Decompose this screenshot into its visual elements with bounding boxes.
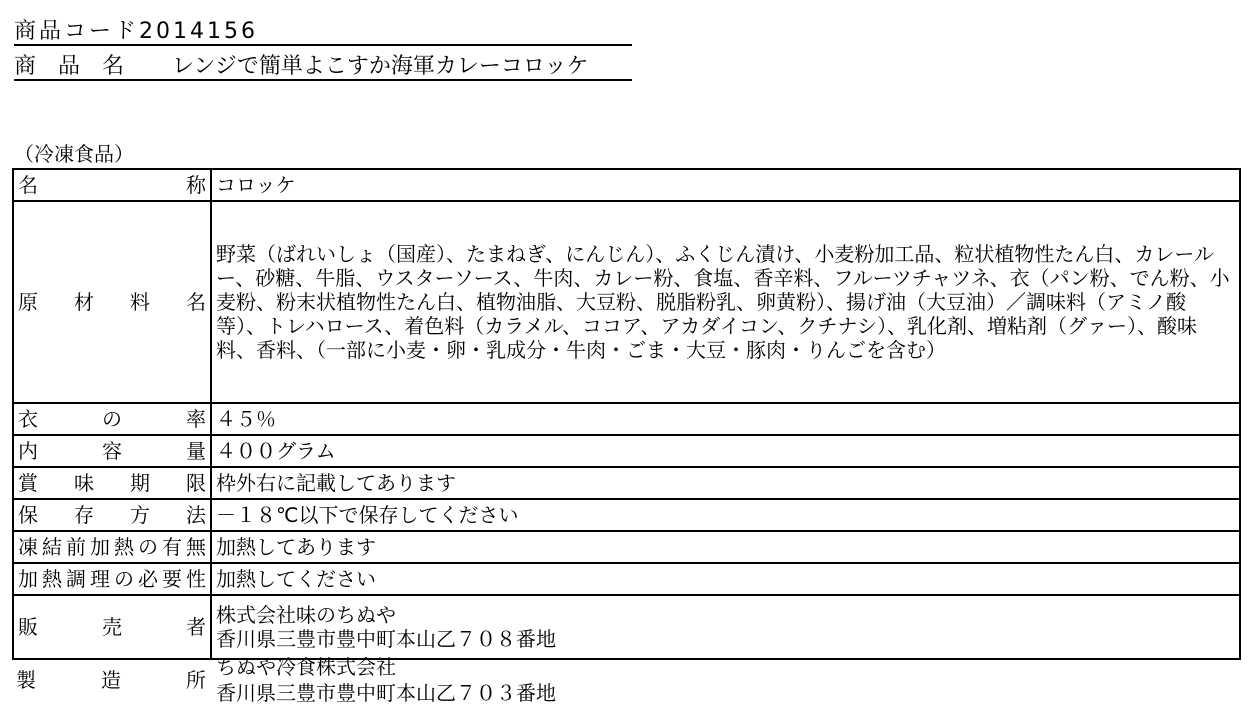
row-key-net-contents: 内容量 [13, 435, 211, 467]
product-code-line [14, 14, 632, 46]
row-key-storage: 保存方法 [13, 499, 211, 531]
row-value-batter-ratio: ４５％ [211, 403, 1240, 435]
product-name-line [14, 49, 632, 81]
table-row [13, 563, 1240, 595]
manufacturer-label: 製造所 [16, 668, 206, 692]
seller-address: 香川県三豊市豊中町本山乙７０８番地 [216, 627, 556, 651]
row-value-preheated: 加熱してあります [211, 531, 1240, 563]
spec-table [12, 168, 1241, 660]
row-key-name: 名称 [13, 169, 211, 201]
row-value-net-contents: ４００グラム [211, 435, 1240, 467]
manufacturer-value [216, 654, 556, 706]
table-row [13, 169, 1240, 201]
row-key-best-before: 賞味期限 [13, 467, 211, 499]
table-row [13, 201, 1240, 403]
row-key-seller: 販売者 [13, 595, 211, 659]
product-name-label: 商 品 名 [14, 54, 125, 79]
row-key-ingredients: 原材料名 [13, 201, 211, 403]
manufacturer-name: ちぬや冷食株式会社 [216, 655, 396, 679]
seller-name: 株式会社味のちぬや [216, 603, 396, 627]
frozen-food-note: （冷凍食品） [14, 142, 134, 166]
row-value-seller [211, 595, 1240, 659]
manufacturer-address: 香川県三豊市豊中町本山乙７０３番地 [216, 681, 556, 705]
row-key-cooking-required: 加熱調理の必要性 [13, 563, 211, 595]
row-value-cooking-required: 加熱してください [211, 563, 1240, 595]
table-row [13, 499, 1240, 531]
row-key-preheated: 凍結前加熱の有無 [13, 531, 211, 563]
table-row [13, 403, 1240, 435]
row-value-ingredients: 野菜（ばれいしょ（国産）、たまねぎ、にんじん）、ふくじん漬け、小麦粉加工品、粒状植物性たん白、カレールー、砂糖、牛脂、ウスターソース、牛肉、カレー粉、食塩、香辛料、フルーツチャツネ、衣（パン粉、でん粉、小麦粉、粉末状植物性たん白、植物油脂、大豆粉、脱脂粉乳、卵黄粉）、揚げ油（大豆油）／調味料（アミノ酸等）、トレハロース、着色料（カラメル、ココア、アカダイコン、クチナシ）、乳化剤、増粘剤（グァー）、酸味料、香料、（一部に小麦・卵・乳成分・牛肉・ごま・大豆・豚肉・りんごを含む） [211, 201, 1240, 403]
table-row [13, 435, 1240, 467]
row-key-batter-ratio: 衣の率 [13, 403, 211, 435]
row-value-name: コロッケ [211, 169, 1240, 201]
product-code: 商品コード2014156 [14, 19, 258, 44]
table-row [13, 467, 1240, 499]
product-name: レンジで簡単よこすか海軍カレーコロッケ [172, 54, 589, 79]
table-row [13, 595, 1240, 659]
row-value-storage: －１８℃以下で保存してください [211, 499, 1240, 531]
row-value-best-before: 枠外右に記載してあります [211, 467, 1240, 499]
table-row [13, 531, 1240, 563]
